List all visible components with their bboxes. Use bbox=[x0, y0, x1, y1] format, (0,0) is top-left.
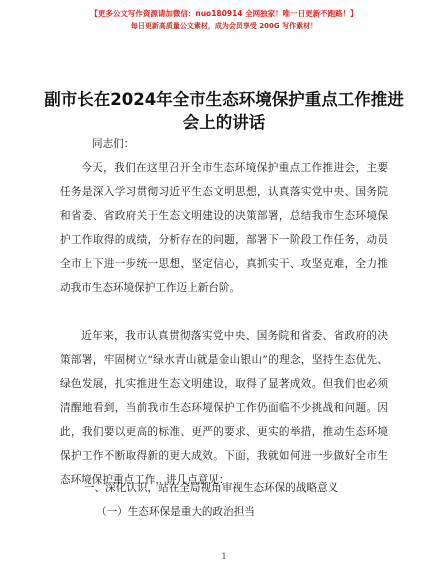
document-title: 副市长在2024年全市生态环境保护重点工作推进会上的讲话 bbox=[44, 90, 404, 132]
promo-banner-line-2: 每日更新高质量公文素材，成为会员享受 200G 写作素材！ bbox=[130, 22, 318, 30]
promo-banner-line-1: 【更多公文写作资源请加微信：nuo180914 全网独家！唯一日更新不跑路！】 bbox=[90, 9, 358, 18]
paragraph-2: 近年来，我市认真贯彻落实党中央、国务院和省委、省政府的决策部署，牢固树立“绿水青山就是金山银山”的理念，坚持生态优先、绿色发展，扎实推进生态文明建设，取得了显著成效。但我们也必须清醒地看到，当前我市生态环境保护工作仍面临不少挑战和问题。因此，我们要以更高的标准、更严的要求、更实的举措，推动生态环境保护工作不断取得新的更大成效。下面，我就如何进一步做好全市生态环境保护重点工作，讲几点意见： bbox=[60, 330, 388, 486]
salutation: 同志们： bbox=[92, 138, 135, 150]
subsection-heading-1: （一）生态环保是重大的政治担当 bbox=[96, 506, 255, 518]
page-number: 1 bbox=[221, 552, 227, 561]
paragraph-1: 今天，我们在这里召开全市生态环境保护重点工作推进会，主要任务是深入学习贯彻习近平生态文明思想，认真落实党中央、国务院和省委、省政府关于生态文明建设的决策部署，总结我市生态环境保护工作取得的成绩，分析存在的问题，部署下一阶段工作任务，动员全市上下进一步统一思想、坚定信心，真抓实干、攻坚克难，全力推动我市生态环境保护工作迈上新台阶。 bbox=[60, 162, 388, 294]
section-heading-1: 一、深化认识，站在全局视角审视生态环保的战略意义 bbox=[84, 482, 339, 494]
